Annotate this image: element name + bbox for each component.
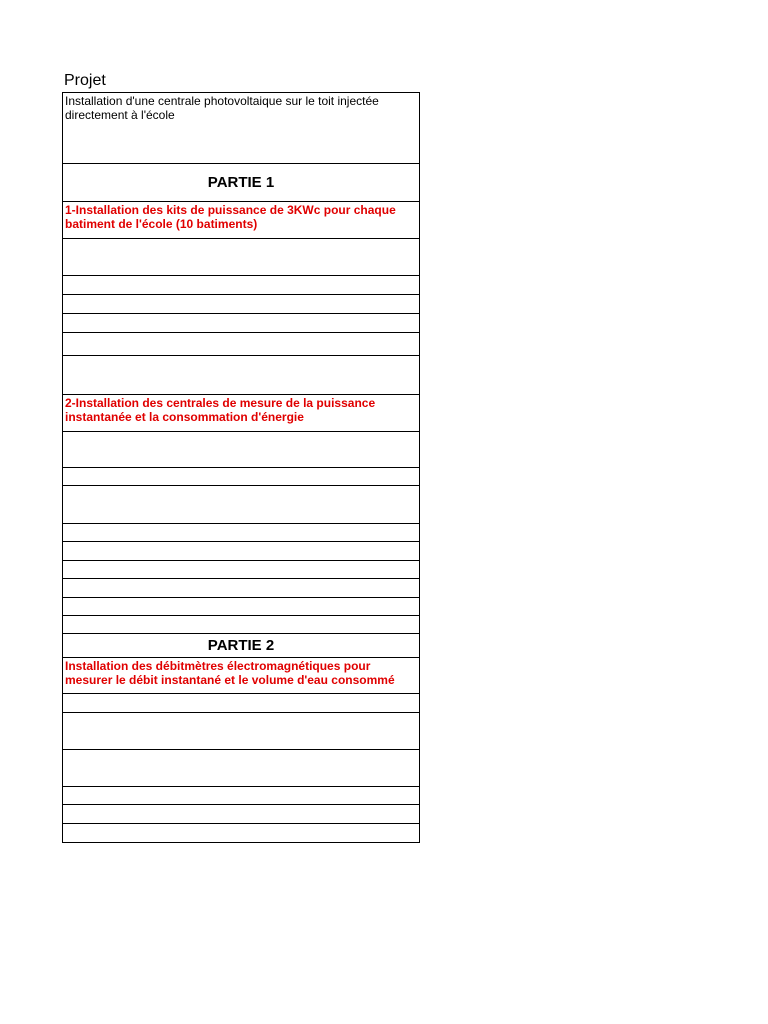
table-row	[63, 805, 419, 824]
table-row	[63, 486, 419, 524]
partie-1-task-1: 1-Installation des kits de puissance de 3KWc pour chaque batiment de l'école (10 batiments)	[63, 202, 419, 239]
table-row	[63, 524, 419, 542]
partie-2-header: PARTIE 2	[63, 634, 419, 658]
table-row	[63, 561, 419, 579]
table-row	[63, 824, 419, 842]
partie-1-header: PARTIE 1	[63, 164, 419, 202]
table-row	[63, 750, 419, 787]
table-row	[63, 276, 419, 295]
partie-2-task-1: Installation des débitmètres électromagnétiques pour mesurer le débit instantané et le volume d'eau consommé	[63, 658, 419, 694]
table-row	[63, 787, 419, 805]
table-row	[63, 468, 419, 486]
table-row	[63, 356, 419, 395]
table-row	[63, 333, 419, 356]
table-row	[63, 295, 419, 314]
project-table	[62, 92, 420, 843]
table-row	[63, 616, 419, 634]
project-description-cell: Installation d'une centrale photovoltaique sur le toit injectée directement à l'école	[63, 93, 419, 164]
table-row	[63, 579, 419, 598]
page-title: Projet	[64, 72, 106, 89]
table-row	[63, 239, 419, 276]
table-row	[63, 432, 419, 468]
table-row	[63, 542, 419, 561]
table-row	[63, 694, 419, 713]
table-row	[63, 713, 419, 750]
table-row	[63, 598, 419, 616]
table-row	[63, 314, 419, 333]
partie-1-task-2: 2-Installation des centrales de mesure de la puissance instantanée et la consommation d'énergie	[63, 395, 419, 432]
